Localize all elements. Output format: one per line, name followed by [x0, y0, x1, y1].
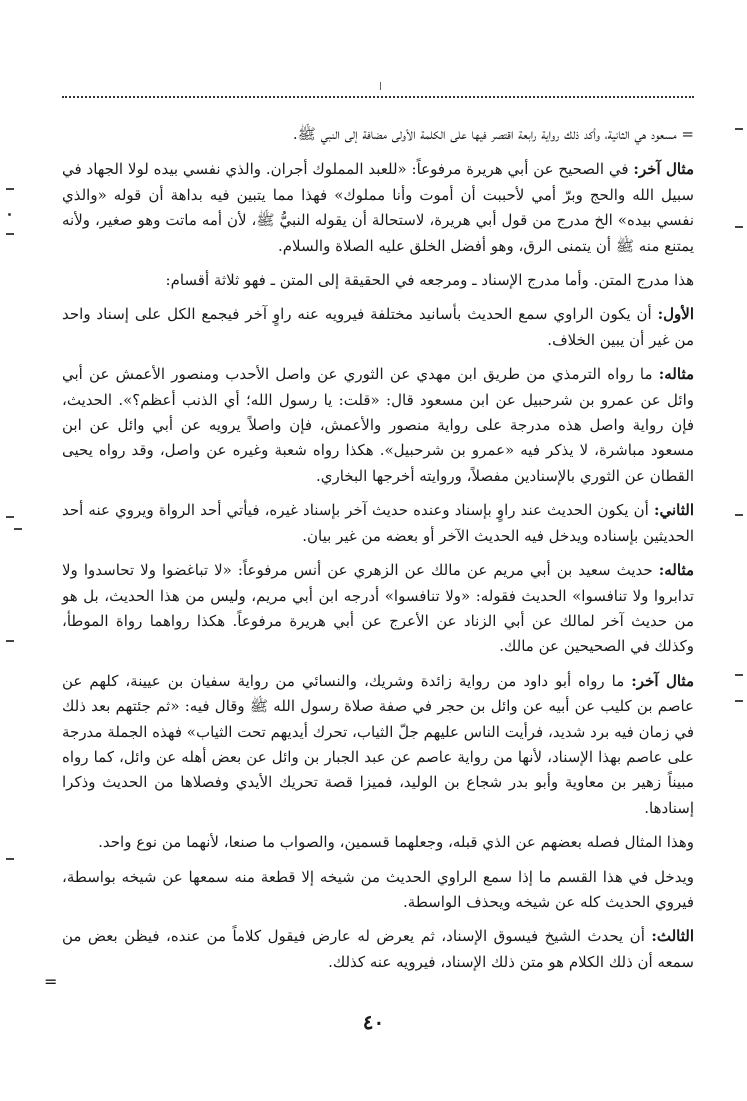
paragraph-text: أن يكون الحديث عند راوٍ بإسناد وعنده حديث آخر بإسناد غيره، فيأتي أحد الرواة ويروي عنه أحد الحديثين بإسناده ويدخل فيه الحديث الآخر أو بعضه من غير بيان.: [62, 501, 694, 545]
paragraph: [62, 924, 694, 975]
margin-mark: [8, 213, 11, 216]
paragraph-label: مثاله:: [658, 365, 694, 384]
paragraph-text: أن يكون الراوي سمع الحديث بأسانيد مختلفة فيرويه عنه راوٍ آخر فيجمع الكل على إسناد واحد من غير أن يبين الخلاف.: [62, 305, 694, 349]
paragraph: [62, 498, 694, 549]
paragraph-label: مثال آخر:: [633, 160, 694, 179]
paragraph: [62, 830, 694, 855]
dotted-separator: [62, 96, 694, 98]
margin-mark: [735, 700, 743, 702]
continuation-mark: =: [44, 972, 58, 991]
paragraph-text: هذا مدرج المتن. وأما مدرج الإسناد ـ ومرجعه في الحقيقة إلى المتن ـ فهو ثلاثة أقسام:: [165, 271, 694, 290]
margin-mark: [6, 516, 14, 518]
paragraph-text: ما رواه أبو داود من رواية زائدة وشريك، والنسائي من رواية سفيان بن عيينة، كلهم عن عاصم بن كليب عن أبيه عن وائل بن حجر في صفة صلاة رسول الله ﷺ وقال فيه: «ثم جئتهم بعد ذلك في زمان فيه برد شديد، فرأيت الناس عليهم جلّ الثياب، تحرك أيديهم تحت الثياب» فهذه الجملة مدرجة على عاصم بهذا الإسناد، لأنها من رواية عاصم عن عبد الجبار بن وائل عن بعض أهله عن وائل، كما رواه مبيناً زهير بن معاوية وأبو بدر شجاع بن الوليد، فميزا قصة تحريك الأيدي وفصلاها من الحديث وذكرا إسنادها.: [62, 671, 694, 817]
paragraph-text: أن يحدث الشيخ فيسوق الإسناد، ثم يعرض له عارض فيقول كلاماً من عنده، فيظن بعض من سمعه أن ذلك الكلام هو متن ذلك الإسناد، فيرويه عنه كذلك.: [62, 927, 694, 971]
paragraph: [62, 302, 694, 353]
page-number: ٤٠: [362, 1010, 385, 1034]
paragraph: [62, 362, 694, 489]
paragraph-label: الثالث:: [651, 927, 694, 946]
margin-mark: [6, 858, 14, 860]
paragraph: [62, 268, 694, 293]
paragraph: [62, 157, 694, 259]
paragraph-label: مثاله:: [658, 561, 694, 580]
margin-mark: [735, 674, 743, 676]
paragraph-text: وهذا المثال فصله بعضهم عن الذي قبله، وجعلهما قسمين، والصواب ما صنعا، لأنهما من نوع واحد.: [98, 833, 694, 852]
main-text: [62, 122, 694, 984]
paragraph-label: مثال آخر:: [631, 671, 694, 690]
margin-mark: [735, 514, 743, 516]
paragraph-text: ما رواه الترمذي من طريق ابن مهدي عن الثوري عن واصل الأحدب ومنصور الأعمش عن أبي وائل عن عمرو بن شرحبيل عن ابن مسعود قال: «قلت: يا رسول الله؛ أي الذنب أعظم؟». الحديث، فإن رواية واصل هذه مدرجة على رواية منصور والأعمش، فإن واصلاً يرويه عن أبي وائل عن ابن مسعود مباشرة، لا يذكر فيه «عمرو بن شرحبيل». هكذا رواه شعبة وغيره عن واصل، وقد رواه يحيى القطان عن الثوري بالإسنادين مفصلاً، وروايته أخرجها البخاري.: [62, 365, 694, 485]
paragraph-label: الثاني:: [653, 501, 694, 520]
paragraph: [62, 669, 694, 821]
paragraph-text: = مسعود هي الثانية، وأكد ذلك رواية رابعة اقتصر فيها على الكلمة الأولى مضافة إلى النبي ﷺ.: [292, 125, 694, 143]
margin-mark: [14, 528, 22, 530]
paragraph-text: حديث سعيد بن أبي مريم عن مالك عن الزهري عن أنس مرفوعاً: «لا تباغضوا ولا تحاسدوا ولا تدابروا ولا تنافسوا» الحديث فقوله: «ولا تنافسوا» أدرجه ابن أبي مريم، وليس من هذا الحديث، بل هو من حديث آخر لمالك عن أبي الزناد عن الأعرج عن أبي هريرة مرفوعاً. هكذا رواهما رواة الموطأ، وكذلك في الصحيحين عن مالك.: [62, 561, 694, 656]
paragraph-text: ويدخل في هذا القسم ما إذا سمع الراوي الحديث من شيخه إلا قطعة منه سمعها عن شيخه بواسطة، فيروي الحديث كله عن شيخه ويحذف الواسطة.: [62, 867, 694, 911]
paragraph: [62, 558, 694, 660]
paragraph: [62, 122, 694, 147]
margin-mark: [735, 128, 743, 130]
paragraph: [62, 865, 694, 916]
margin-mark: [6, 188, 14, 190]
paragraph-label: الأول:: [657, 305, 694, 324]
margin-mark: [735, 226, 743, 228]
margin-mark: [6, 640, 14, 642]
top-margin-tick: [380, 82, 381, 90]
paragraph-text: في الصحيح عن أبي هريرة مرفوعاً: «للعبد المملوك أجران. والذي نفسي بيده لولا الجهاد في سبيل الله والحج وبرّ أمي لأحببت أن أموت وأنا مملوك» فهذا مما يتبين فيه بداهة أن قوله «والذي نفسي بيده» الخ مدرج من قول أبي هريرة، لاستحالة أن يقوله النبيُّ ﷺ، لأن أمه ماتت وهو صغير، ولأنه يمتنع منه ﷺ أن يتمنى الرق، وهو أفضل الخلق عليه الصلاة والسلام.: [62, 160, 694, 255]
margin-mark: [6, 233, 14, 235]
